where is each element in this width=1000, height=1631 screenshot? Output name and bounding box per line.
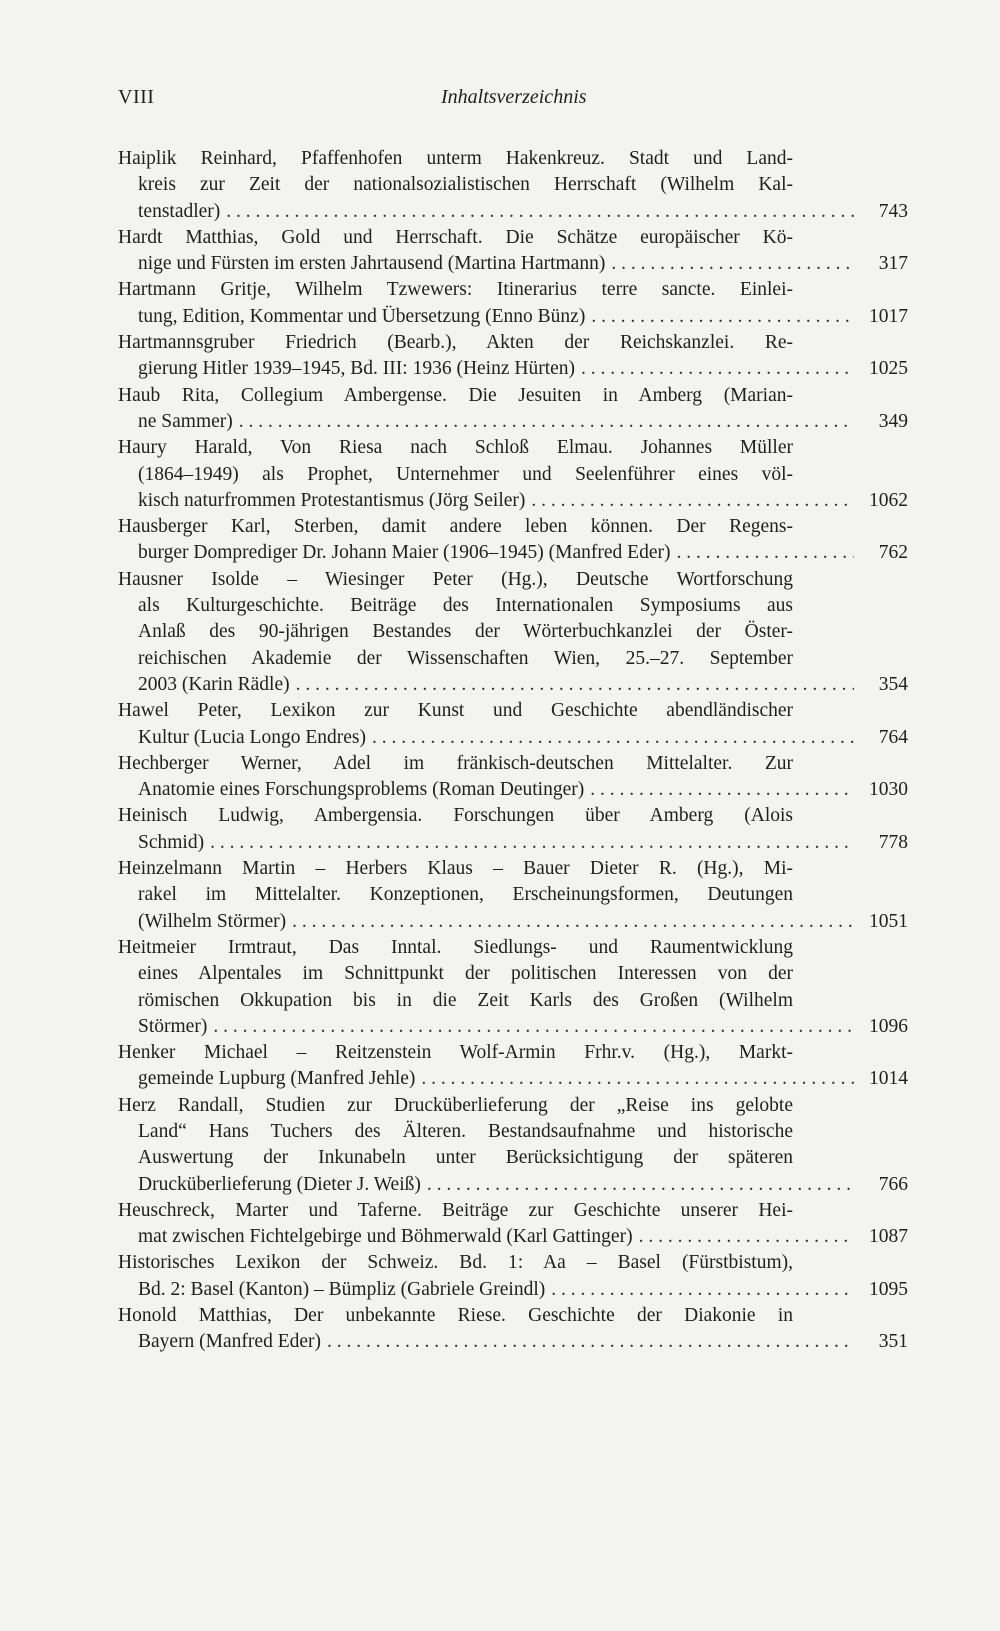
toc-entry-last-line: [118, 251, 908, 277]
toc-entry: [118, 383, 908, 436]
toc-entry-line: als Kulturgeschichte. Beiträge des Internationalen Symposiums aus: [138, 595, 793, 617]
toc-entry-last-line: [118, 830, 908, 856]
toc-page-number: 762: [878, 542, 908, 564]
toc-page-number: 764: [878, 726, 908, 748]
dot-leader: [581, 356, 854, 382]
toc-entry: [118, 1250, 908, 1303]
toc-entry-line: Haury Harald, Von Riesa nach Schloß Elmau. Johannes Müller: [118, 437, 793, 459]
toc-entry: [118, 514, 908, 567]
toc-entry: [118, 1198, 908, 1251]
toc-entry-line: Kultur (Lucia Longo Endres): [138, 726, 366, 748]
toc-entry-last-line: [118, 488, 908, 514]
toc-entry-last-line: [118, 1277, 908, 1303]
toc-page-number: 778: [878, 831, 908, 853]
toc-entry-line: Heuschreck, Marter und Taferne. Beiträge zur Geschichte unserer Hei-: [118, 1199, 793, 1221]
toc-entry: [118, 225, 908, 278]
page-header: [118, 86, 908, 118]
toc-entry-line: römischen Okkupation bis in die Zeit Karls des Großen (Wilhelm: [138, 989, 793, 1011]
toc-entry-line: ne Sammer): [138, 410, 233, 432]
toc-entry-line: (1864–1949) als Prophet, Unternehmer und Seelenführer eines völ-: [138, 463, 793, 485]
toc-entry: [118, 856, 908, 935]
toc-entry-last-line: [118, 1066, 908, 1092]
toc-page-number: 1030: [869, 779, 908, 801]
toc-entry-line: Heinisch Ludwig, Ambergensia. Forschungen über Amberg (Alois: [118, 805, 793, 827]
toc-entry-line: Hechberger Werner, Adel im fränkisch-deutschen Mittelalter. Zur: [118, 752, 793, 774]
toc-entry-line: Anlaß des 90-jährigen Bestandes der Wörterbuchkanzlei der Öster-: [138, 621, 793, 643]
dot-leader: [531, 488, 854, 514]
dot-leader: [213, 1014, 854, 1040]
toc-entry-line: burger Domprediger Dr. Johann Maier (1906–1945) (Manfred Eder): [138, 542, 671, 564]
toc-entry-line: Haiplik Reinhard, Pfaffenhofen unterm Hakenkreuz. Stadt und Land-: [118, 148, 793, 169]
toc-entry-line: Hausner Isolde – Wiesinger Peter (Hg.), Deutsche Wortforschung: [118, 568, 793, 590]
toc-entry-line: rakel im Mittelalter. Konzeptionen, Erscheinungsformen, Deutungen: [138, 884, 793, 906]
toc-entry-line: Heitmeier Irmtraut, Das Inntal. Siedlungs- und Raumentwicklung: [118, 936, 793, 958]
toc-entry-last-line: [118, 1224, 908, 1250]
page-number: VIII: [118, 86, 155, 108]
toc-entry-line: Honold Matthias, Der unbekannte Riese. Geschichte der Diakonie in: [118, 1305, 793, 1327]
toc-entry-line: Historisches Lexikon der Schweiz. Bd. 1: Aa – Basel (Fürstbistum),: [118, 1252, 793, 1274]
dot-leader: [427, 1172, 854, 1198]
toc-entry: [118, 698, 908, 751]
toc-entry: [118, 803, 908, 856]
toc-entry-last-line: [118, 409, 908, 435]
toc-entry: [118, 330, 908, 383]
dot-leader: [372, 725, 854, 751]
dot-leader: [639, 1224, 854, 1250]
toc-entry-line: Haub Rita, Collegium Ambergense. Die Jesuiten in Amberg (Marian-: [118, 384, 793, 406]
toc-entry-line: 2003 (Karin Rädle): [138, 673, 290, 695]
toc-entry-line: Herz Randall, Studien zur Drucküberlieferung der „Reise ins gelobte: [118, 1094, 793, 1116]
dot-leader: [590, 777, 854, 803]
toc-entry-line: tenstadler): [138, 200, 221, 222]
toc-entry-line: Bayern (Manfred Eder): [138, 1331, 321, 1353]
toc-entry-line: Anatomie eines Forschungsproblems (Roman Deutinger): [138, 779, 585, 801]
toc-page-number: 1025: [869, 358, 908, 380]
toc-entry-last-line: [118, 356, 908, 382]
toc-page-number: 317: [878, 253, 908, 275]
toc-page-number: 1062: [869, 489, 908, 511]
toc-page-number: 1087: [869, 1226, 908, 1248]
toc-entry-line: kisch naturfrommen Protestantismus (Jörg Seiler): [138, 489, 526, 511]
toc-entry-line: mat zwischen Fichtelgebirge und Böhmerwald (Karl Gattinger): [138, 1226, 633, 1248]
toc-entry-last-line: [118, 199, 908, 225]
toc-entry-line: reichischen Akademie der Wissenschaften Wien, 25.–27. September: [138, 647, 793, 669]
toc-entry: [118, 146, 908, 225]
toc-page-number: 1096: [869, 1015, 908, 1037]
dot-leader: [611, 251, 854, 277]
toc-entry-line: Hausberger Karl, Sterben, damit andere leben können. Der Regens-: [118, 516, 793, 538]
toc-entry-line: Schmid): [138, 831, 205, 853]
toc-page-number: 743: [878, 200, 908, 222]
toc-entry-line: Hartmannsgruber Friedrich (Bearb.), Akten der Reichskanzlei. Re-: [118, 332, 793, 354]
toc-entry-line: nige und Fürsten im ersten Jahrtausend (Martina Hartmann): [138, 253, 606, 275]
toc-entry-line: kreis zur Zeit der nationalsozialistischen Herrschaft (Wilhelm Kal-: [138, 174, 793, 196]
toc-entry-line: gierung Hitler 1939–1945, Bd. III: 1936 (Heinz Hürten): [138, 358, 576, 380]
toc-page-number: 1017: [869, 305, 908, 327]
toc-entry-line: Heinzelmann Martin – Herbers Klaus – Bauer Dieter R. (Hg.), Mi-: [118, 858, 793, 880]
toc-entry-last-line: [118, 777, 908, 803]
toc-entry-last-line: [118, 725, 908, 751]
toc-entry-last-line: [118, 304, 908, 330]
toc-entry-line: gemeinde Lupburg (Manfred Jehle): [138, 1068, 416, 1090]
toc-entry: [118, 567, 908, 698]
toc-page-number: 351: [878, 1331, 908, 1353]
dot-leader: [296, 672, 854, 698]
toc-entry-last-line: [118, 672, 908, 698]
toc-entry-last-line: [118, 909, 908, 935]
toc-entry-last-line: [118, 540, 908, 566]
toc-page-number: 766: [878, 1173, 908, 1195]
dot-leader: [292, 909, 854, 935]
toc-entry-last-line: [118, 1329, 908, 1355]
toc-entry-last-line: [118, 1014, 908, 1040]
dot-leader: [327, 1329, 854, 1355]
dot-leader: [591, 304, 854, 330]
toc-entry-line: Hawel Peter, Lexikon zur Kunst und Geschichte abendländischer: [118, 700, 793, 722]
toc-entry-line: Bd. 2: Basel (Kanton) – Bümpliz (Gabriele Greindl): [138, 1278, 546, 1300]
table-of-contents: [118, 146, 908, 1356]
toc-entry: [118, 935, 908, 1040]
dot-leader: [421, 1066, 854, 1092]
toc-entry-line: eines Alpentales im Schnittpunkt der politischen Interessen von der: [138, 963, 793, 985]
toc-entry: [118, 1093, 908, 1198]
toc-page-number: 1014: [869, 1068, 908, 1090]
toc-entry-line: Henker Michael – Reitzenstein Wolf-Armin Frhr.v. (Hg.), Markt-: [118, 1042, 793, 1064]
running-title: Inhaltsverzeichnis: [441, 86, 587, 108]
dot-leader: [551, 1277, 854, 1303]
toc-entry-line: (Wilhelm Störmer): [138, 910, 287, 932]
toc-entry-line: Drucküberlieferung (Dieter J. Weiß): [138, 1173, 421, 1195]
dot-leader: [226, 199, 854, 225]
toc-entry: [118, 1303, 908, 1356]
toc-entry: [118, 1040, 908, 1093]
toc-entry-last-line: [118, 1172, 908, 1198]
toc-entry-line: tung, Edition, Kommentar und Übersetzung (Enno Bünz): [138, 305, 586, 327]
toc-entry: [118, 277, 908, 330]
dot-leader: [210, 830, 854, 856]
toc-entry: [118, 435, 908, 514]
toc-page-number: 1051: [869, 910, 908, 932]
dot-leader: [676, 540, 854, 566]
toc-entry-line: Störmer): [138, 1015, 208, 1037]
toc-entry-line: Land“ Hans Tuchers des Älteren. Bestandsaufnahme und historische: [138, 1120, 793, 1142]
toc-entry-line: Hartmann Gritje, Wilhelm Tzwewers: Itinerarius terre sancte. Einlei-: [118, 279, 793, 301]
toc-entry-line: Hardt Matthias, Gold und Herrschaft. Die Schätze europäischer Kö-: [118, 226, 793, 248]
toc-page-number: 1095: [869, 1278, 908, 1300]
toc-page-number: 349: [878, 410, 908, 432]
dot-leader: [239, 409, 854, 435]
toc-entry: [118, 751, 908, 804]
toc-entry-line: Auswertung der Inkunabeln unter Berücksichtigung der späteren: [138, 1147, 793, 1169]
toc-page-number: 354: [878, 673, 908, 695]
